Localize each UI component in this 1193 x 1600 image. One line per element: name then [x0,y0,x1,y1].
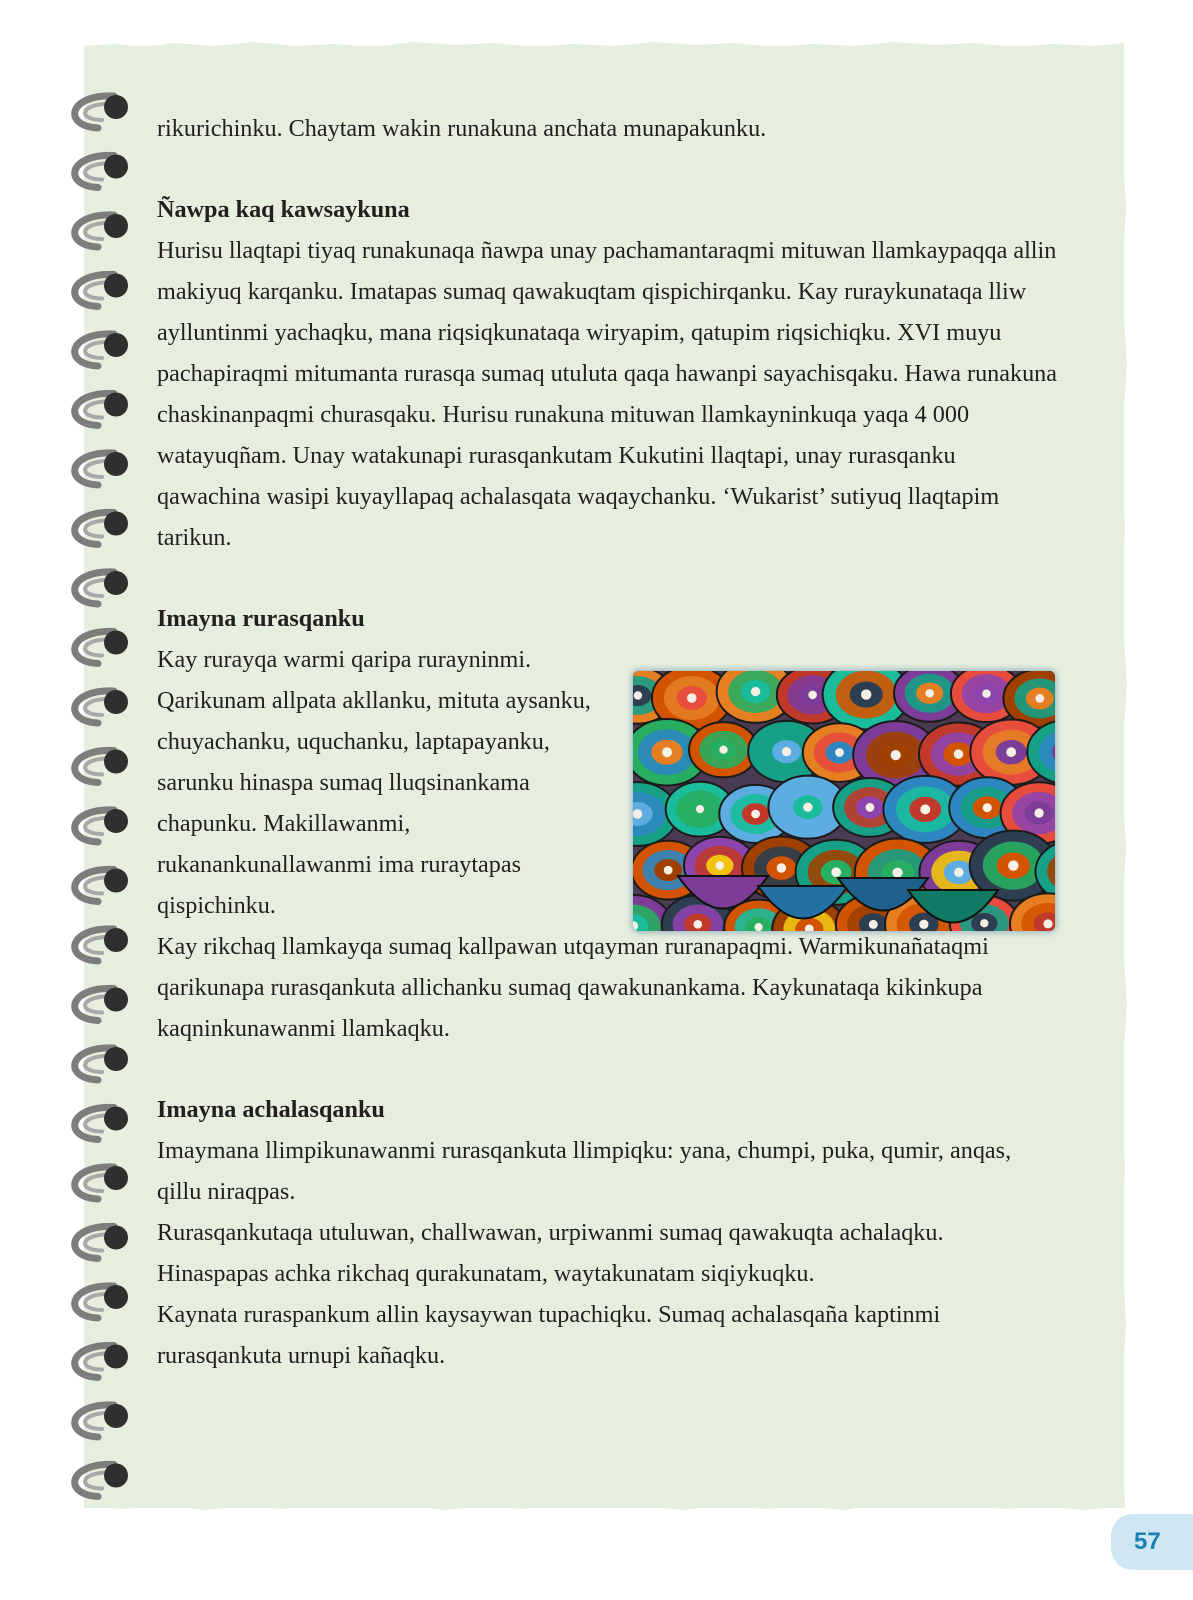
spiral-ring [75,1464,128,1497]
spiral-ring [75,750,128,783]
paragraph: rikurichinku. Chaytam wakin runakuna anchata munapakunku. [157,115,767,142]
section-early-life [157,189,1057,558]
paragraph: Imaymana llimpikunawanmi rurasqankuta llimpiqku: yana, chumpi, puka, qumir, anqas, qillu niraqpas. [157,1137,1012,1205]
spiral-ring [75,928,128,961]
spiral-ring [75,1226,128,1259]
spiral-ring [75,1047,128,1080]
ceramic-bowls-photo [633,671,1055,931]
paragraph: Hurisu llaqtapi tiyaq runakunaqa ñawpa unay pachamantaraqmi mituwan llamkaypaqqa allin makiyuq karqanku. Imatapas sumaq qawakuqtam qispichirqanku. Kay ruraykunataqa lliw aylluntinmi yachaqku, mana riqsiqkunataqa wiryapim, qatupim riqsichiqku. XVI muyu pachapiraqmi mitumanta rurasqa sumaq utuluta qaqa hawanpi sayachisqaku. Hawa runakuna chaskinanpaqmi churasqaku. Hurisu runakuna mituwan llamkayninkuqa yaqa 4 000 watayuqñam. Unay watakunapi rurasqankutam Kukutini llaqtapi, unay rurasqanku qawachina wasipi kuyayllapaq achalasqata waqaychanku. ‘Wukarist’ sutiyuq llaqtapim tarikun. [157,237,1058,551]
spiral-ring [75,512,128,545]
paragraph: Kay rurayqa warmi qaripa rurayninmi. Qarikunam allpata akllanku, mituta aysanku, chuyachanku, uquchanku, laptapayanku, sarunku hinaspa sumaq lluqsinankama chapunku. Makillawanmi, rukanankunallawanmi ima ruraytapas qispichinku. [157,646,591,919]
ceramic-bowls-illustration [633,671,1055,931]
paper-torn-edge-bottom [84,1500,1124,1512]
paper-torn-edge-right [1116,46,1130,1508]
section-heading: Imayna achalasqanku [157,1096,385,1123]
spiral-ring [75,1285,128,1318]
spiral-ring [75,1404,128,1437]
spiral-ring [75,1345,128,1378]
spiral-ring [75,631,128,664]
paragraph: Kay rikchaq llamkayqa sumaq kallpawan utqayman ruranapaqmi. Warmikunañataqmi qarikunapa rurasqankuta allichanku sumaq qawakunankama. Kaykunataqa kikinkupa kaqninkunawanmi llamkaqku. [157,933,989,1042]
spiral-ring [75,1166,128,1199]
spiral-ring [75,988,128,1021]
page-number: 57 [1111,1514,1193,1570]
spiral-ring [75,333,128,366]
spiral-ring [75,571,128,604]
spiral-ring [75,274,128,307]
section-how-decorated [157,1089,1057,1376]
spiral-ring [75,95,128,128]
spiral-ring [75,869,128,902]
spiral-ring [75,214,128,247]
paragraph: Kaynata ruraspankum allin kaysaywan tupachiqku. Sumaq achalasqaña kaptinmi rurasqankuta urnupi kañaqku. [157,1301,941,1369]
section-intro-continuation [157,108,1057,149]
section-heading: Imayna rurasqanku [157,605,365,632]
spiral-ring [75,1107,128,1140]
spiral-ring [75,155,128,188]
section-heading: Ñawpa kaq kawsaykuna [157,196,410,223]
paper-torn-edge-top [84,40,1124,52]
spiral-ring [75,393,128,426]
spiral-ring [75,452,128,485]
spiral-ring [75,809,128,842]
spiral-ring [75,690,128,723]
paragraph: Rurasqankutaqa utuluwan, challwawan, urpiwanmi sumaq qawakuqta achalaqku. Hinaspapas achka rikchaq qurakunatam, waytakunatam siqiykuqku. [157,1219,944,1287]
spiral-binding [58,0,138,1600]
